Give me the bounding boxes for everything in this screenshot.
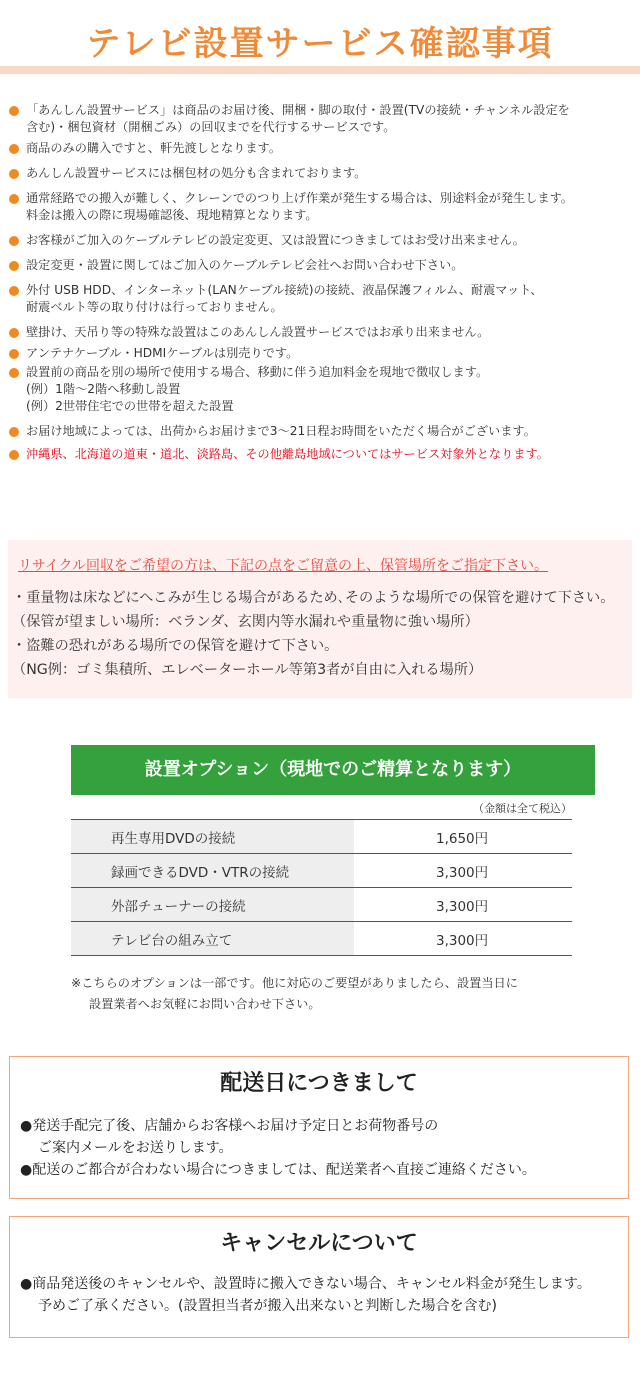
list-item (8, 364, 632, 415)
bullet-icon (9, 261, 19, 271)
option-price: 3,300円 (354, 922, 572, 956)
option-name: 録画できるDVD・VTRの接続 (71, 854, 354, 888)
bullet-icon (9, 144, 19, 154)
cancel-panel (9, 1216, 629, 1338)
list-item (8, 190, 632, 224)
list-item-line: 沖縄県、北海道の道東・道北、淡路島、その他離島地域についてはサービス対象外となります。 (26, 447, 549, 461)
list-item-line: 商品のみの購入ですと、軒先渡しとなります。 (26, 141, 281, 155)
list-item-line: (例）1階～2階へ移動し設置 (26, 382, 181, 396)
option-price: 1,650円 (354, 820, 572, 854)
options-footnote-line: 設置業者へお気軽にお問い合わせ下さい。 (89, 997, 321, 1011)
list-item-line: 料金は搬入の際に現場確認後、現地精算となります。 (26, 208, 318, 222)
list-item-line: (例）2世帯住宅での世帯を超えた設置 (26, 399, 234, 413)
options-table (71, 819, 572, 956)
bullet-icon (9, 286, 19, 296)
list-item-line: お客様がご加入のケーブルテレビの設定変更、又は設置につきましてはお受け出来ません。 (26, 233, 525, 247)
list-item (8, 102, 632, 136)
option-name: 外部チューナーの接続 (71, 888, 354, 922)
bullet-icon (9, 236, 19, 246)
list-item (8, 446, 632, 463)
options-footnote-line: ※こちらのオプションは一部です。他に対応のご要望がありましたら、設置当日に (71, 976, 518, 990)
option-name: テレビ台の組み立て (71, 922, 354, 956)
delivery-body (20, 1115, 620, 1181)
list-item-line: 設置前の商品を別の場所で使用する場合、移動に伴う追加料金を現地で徴収します。 (26, 365, 489, 379)
recycle-line: ・盗難の恐れがある場所での保管を避けて下さい。 (12, 638, 339, 654)
list-item-line: お届け地域によっては、出荷からお届けまで3～21日程お時間をいただく場合がございます。 (26, 424, 536, 438)
table-row (71, 820, 572, 854)
delivery-title: 配送日につきまして (220, 1071, 418, 1096)
bullet-icon (9, 427, 19, 437)
option-name: 再生専用DVDの接続 (71, 820, 354, 854)
list-item-line: 含む)・梱包資材（開梱ごみ）の回収までを代行するサービスです。 (26, 120, 396, 134)
bullet-icon (9, 450, 19, 460)
delivery-panel (9, 1056, 629, 1199)
bullet-icon (9, 194, 19, 204)
list-item (8, 345, 632, 362)
list-item-line: 通常経路での搬入が難しく、クレーンでのつり上げ作業が発生する場合は、別途料金が発生します。 (26, 191, 573, 205)
title-divider (0, 66, 640, 74)
list-item-line: 「あんしん設置サービス」は商品のお届け後、開梱・脚の取付・設置(TVの接続・チャンネル設定を (26, 103, 570, 117)
cancel-body (20, 1273, 624, 1317)
list-item (8, 282, 632, 316)
bullet-icon (9, 169, 19, 179)
list-item-line: 外付 USB HDD、インターネット(LANケーブル接続)の接続、液晶保護フィルム、耐震マット、 (26, 283, 543, 297)
list-item (8, 324, 632, 341)
list-item-line: 設定変更・設置に関してはご加入のケーブルテレビ会社へお問い合わせ下さい。 (26, 258, 464, 272)
option-price: 3,300円 (354, 854, 572, 888)
recycle-line: （保管が望ましい場所：ベランダ、玄関内等水漏れや重量物に強い場所） (12, 614, 479, 630)
tax-note: （金額は全て税込） (473, 802, 572, 815)
list-item (8, 140, 632, 157)
option-price: 3,300円 (354, 888, 572, 922)
delivery-line: ●発送手配完了後、店舗からお客様へお届け予定日とお荷物番号の (20, 1118, 439, 1134)
bullet-icon (9, 106, 19, 116)
recycle-notice (8, 540, 632, 698)
list-item-line: アンテナケーブル・HDMIケーブルは別売りです。 (26, 346, 299, 360)
cancel-line: ●商品発送後のキャンセルや、設置時に搬入できない場合、キャンセル料金が発生します。 (20, 1276, 591, 1292)
list-item (8, 423, 632, 440)
recycle-lines (12, 586, 614, 682)
delivery-line: ご案内メールをお送りします。 (38, 1140, 233, 1156)
list-item (8, 232, 632, 249)
bullet-icon (9, 328, 19, 338)
page-title: テレビ設置サービス確認事項 (86, 24, 554, 64)
cancel-title: キャンセルについて (220, 1231, 418, 1256)
list-item-line: 壁掛け、天吊り等の特殊な設置はこのあんしん設置サービスではお承り出来ません。 (26, 325, 490, 339)
bullet-icon (9, 349, 19, 359)
list-item (8, 165, 632, 182)
table-row (71, 888, 572, 922)
bullet-icon (9, 368, 19, 378)
table-row (71, 854, 572, 888)
options-footnote (71, 973, 591, 1015)
list-item-line: あんしん設置サービスには梱包材の処分も含まれております。 (26, 166, 367, 180)
list-item-line: 耐震ベルト等の取り付けは行っておりません。 (26, 300, 283, 314)
recycle-line: （NG例：ゴミ集積所、エレベーターホール等第3者が自由に入れる場所） (12, 662, 483, 678)
cancel-line: 予めご了承ください。(設置担当者が搬入出来ないと判断した場合を含む) (38, 1298, 497, 1314)
notes-list (8, 96, 632, 463)
table-row (71, 922, 572, 956)
options-header: 設置オプション（現地でのご精算となります） (71, 745, 595, 795)
recycle-line: ・重量物は床などにへこみが生じる場合があるため､そのような場所での保管を避けて下さい。 (12, 590, 615, 606)
delivery-line: ●配送のご都合が合わない場合につきましては、配送業者へ直接ご連絡ください。 (20, 1162, 536, 1178)
list-item (8, 257, 632, 274)
recycle-heading: リサイクル回収をご希望の方は、下記の点をご留意の上、保管場所をご指定下さい。 (18, 558, 549, 574)
